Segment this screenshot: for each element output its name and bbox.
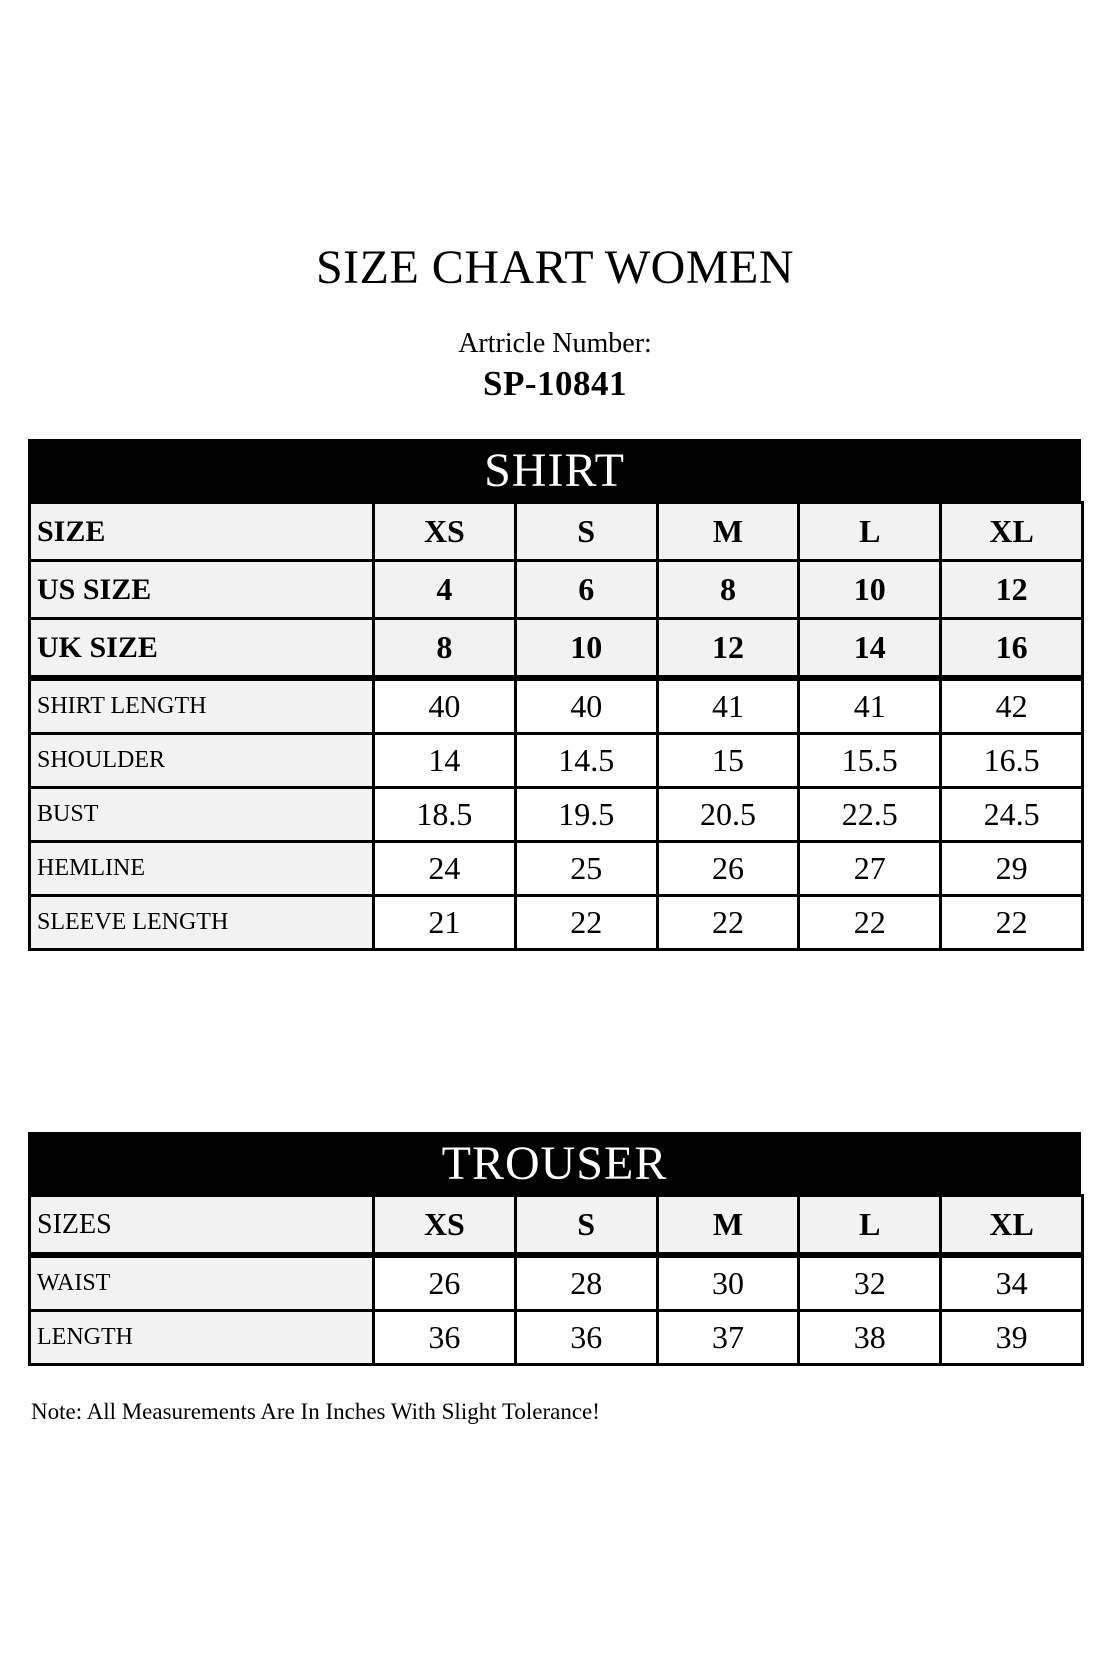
- measurement-row-value-cell: 15: [657, 734, 799, 788]
- trouser-table-grid: [28, 1194, 1084, 1366]
- size-header-row: [30, 561, 1083, 619]
- measurement-row-value-cell: 40: [374, 678, 516, 734]
- measurement-row-value-cell: 28: [515, 1255, 657, 1311]
- measurement-row: [30, 678, 1083, 734]
- measurement-row-value-cell: 20.5: [657, 788, 799, 842]
- size-row-label-cell: SIZE: [30, 503, 374, 561]
- measurement-row-label-cell: HEMLINE: [30, 842, 374, 896]
- size-row-value-cell: 8: [657, 561, 799, 619]
- size-row-value-cell: 10: [799, 561, 941, 619]
- size-row-value-cell: 16: [941, 619, 1083, 679]
- shirt-table-grid: [28, 501, 1084, 951]
- measurement-row: [30, 1255, 1083, 1311]
- trouser-table-title: TROUSER: [28, 1132, 1081, 1194]
- size-row-value-cell: 6: [515, 561, 657, 619]
- note-text: Note: All Measurements Are In Inches With Slight Tolerance!: [31, 1399, 600, 1424]
- measurement-row-value-cell: 36: [515, 1311, 657, 1365]
- size-row-value-cell: M: [657, 1196, 799, 1256]
- page-title: SIZE CHART WOMEN: [315, 241, 794, 294]
- size-row-value-cell: 4: [374, 561, 516, 619]
- measurement-row-value-cell: 19.5: [515, 788, 657, 842]
- article-number-value: SP-10841: [483, 364, 627, 403]
- size-header-row: [30, 1196, 1083, 1256]
- measurement-row-value-cell: 14: [374, 734, 516, 788]
- size-row-value-cell: L: [799, 503, 941, 561]
- measurement-row-value-cell: 40: [515, 678, 657, 734]
- size-row-label-cell: UK SIZE: [30, 619, 374, 679]
- measurement-row-value-cell: 14.5: [515, 734, 657, 788]
- measurement-row-label-cell: LENGTH: [30, 1311, 374, 1365]
- size-row-value-cell: 10: [515, 619, 657, 679]
- measurement-row-value-cell: 42: [941, 678, 1083, 734]
- measurement-row-value-cell: 29: [941, 842, 1083, 896]
- size-row-value-cell: 12: [657, 619, 799, 679]
- measurement-row-value-cell: 26: [657, 842, 799, 896]
- measurement-row-value-cell: 30: [657, 1255, 799, 1311]
- shirt-size-table: [28, 439, 1081, 951]
- size-row-value-cell: XL: [941, 503, 1083, 561]
- measurement-row-value-cell: 27: [799, 842, 941, 896]
- measurement-row-value-cell: 22: [515, 896, 657, 950]
- measurement-row: [30, 1311, 1083, 1365]
- measurement-row-label-cell: SHOULDER: [30, 734, 374, 788]
- size-row-value-cell: XS: [374, 1196, 516, 1256]
- size-row-value-cell: S: [515, 503, 657, 561]
- measurement-row-value-cell: 21: [374, 896, 516, 950]
- measurement-row-value-cell: 15.5: [799, 734, 941, 788]
- measurement-row-value-cell: 26: [374, 1255, 516, 1311]
- measurement-row: [30, 734, 1083, 788]
- measurement-row-value-cell: 22: [657, 896, 799, 950]
- measurement-row-value-cell: 22: [941, 896, 1083, 950]
- measurement-row: [30, 842, 1083, 896]
- measurement-row-value-cell: 16.5: [941, 734, 1083, 788]
- measurement-row: [30, 896, 1083, 950]
- measurement-row-value-cell: 38: [799, 1311, 941, 1365]
- measurement-row-value-cell: 41: [799, 678, 941, 734]
- measurement-row-value-cell: 25: [515, 842, 657, 896]
- measurement-row-value-cell: 34: [941, 1255, 1083, 1311]
- measurement-row-value-cell: 22.5: [799, 788, 941, 842]
- size-row-value-cell: XS: [374, 503, 516, 561]
- size-row-value-cell: 8: [374, 619, 516, 679]
- size-row-value-cell: XL: [941, 1196, 1083, 1256]
- size-row-value-cell: 14: [799, 619, 941, 679]
- size-row-value-cell: 12: [941, 561, 1083, 619]
- measurement-row-label-cell: SHIRT LENGTH: [30, 678, 374, 734]
- measurement-row-value-cell: 22: [799, 896, 941, 950]
- measurement-row-label-cell: WAIST: [30, 1255, 374, 1311]
- measurement-row-value-cell: 24.5: [941, 788, 1083, 842]
- trouser-size-table: [28, 1132, 1081, 1366]
- size-row-value-cell: M: [657, 503, 799, 561]
- measurement-row-value-cell: 18.5: [374, 788, 516, 842]
- measurement-row-value-cell: 32: [799, 1255, 941, 1311]
- measurement-row-label-cell: BUST: [30, 788, 374, 842]
- size-row-value-cell: S: [515, 1196, 657, 1256]
- article-number-label: Artricle Number:: [458, 328, 652, 359]
- measurement-row-value-cell: 41: [657, 678, 799, 734]
- size-row-label-cell: US SIZE: [30, 561, 374, 619]
- measurement-row-value-cell: 24: [374, 842, 516, 896]
- measurement-row-value-cell: 36: [374, 1311, 516, 1365]
- measurement-row-value-cell: 39: [941, 1311, 1083, 1365]
- size-row-label-cell: SIZES: [30, 1196, 374, 1256]
- size-header-row: [30, 619, 1083, 679]
- size-header-row: [30, 503, 1083, 561]
- shirt-table-title: SHIRT: [28, 439, 1081, 501]
- size-row-value-cell: L: [799, 1196, 941, 1256]
- measurement-row-label-cell: SLEEVE LENGTH: [30, 896, 374, 950]
- measurement-row: [30, 788, 1083, 842]
- measurement-row-value-cell: 37: [657, 1311, 799, 1365]
